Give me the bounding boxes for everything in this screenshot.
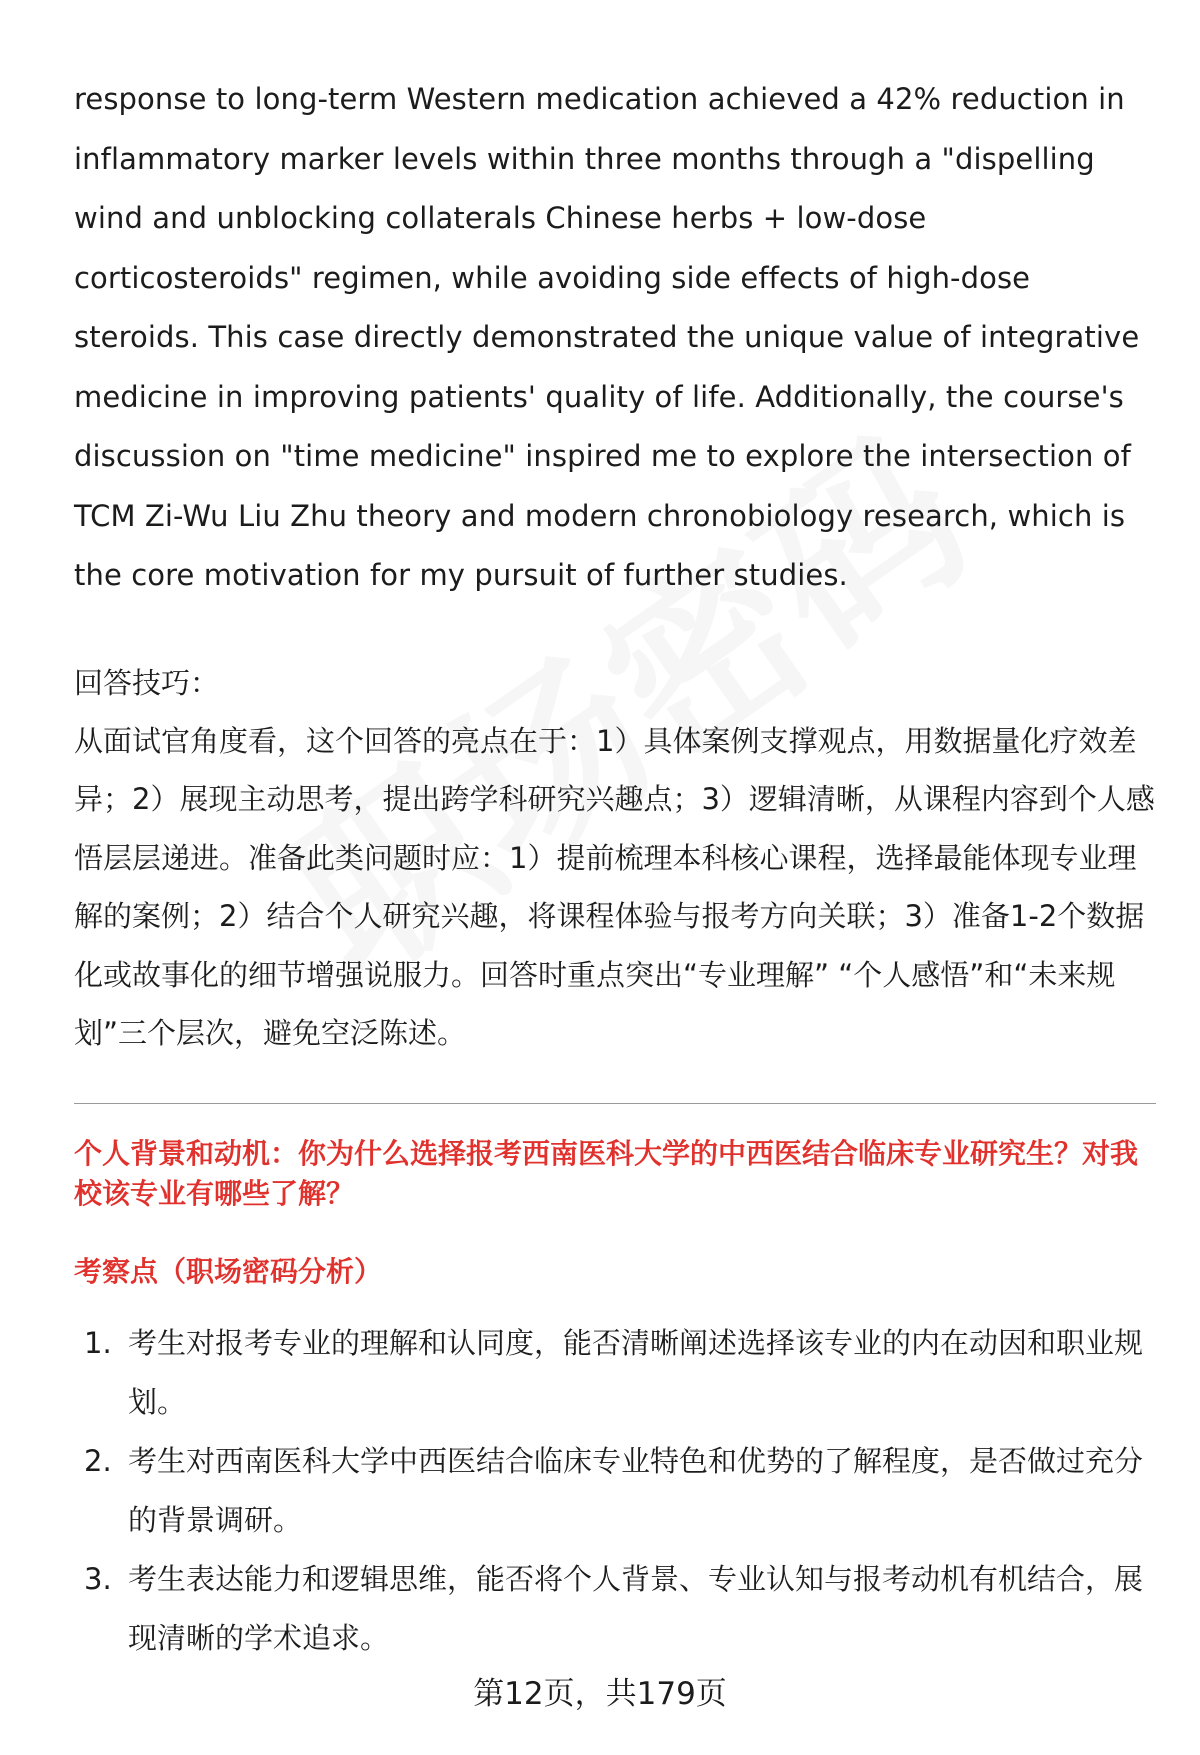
section-label: 考察点（职场密码分析）: [74, 1254, 383, 1288]
list-item: [74, 1550, 1156, 1668]
list-item-number: 2.: [84, 1443, 112, 1478]
assessment-points-list: [74, 1314, 1156, 1668]
list-item-text: 考生对报考专业的理解和认同度，能否清晰阐述选择该专业的内在动因和职业规划。: [128, 1325, 1144, 1419]
tips-body: 从面试官角度看，这个回答的亮点在于：1）具体案例支撑观点，用数据量化疗效差异；2）展现主动思考，提出跨学科研究兴趣点；3）逻辑清晰，从课程内容到个人感悟层层递进。准备此类问题时应：1）提前梳理本科核心课程，选择最能体现专业理解的案例；2）结合个人研究兴趣，将课程体验与报考方向关联；3）准备1-2个数据化或故事化的细节增强说服力。回答时重点突出“专业理解” “个人感悟”和“未来规划”三个层次，避免空泛陈述。: [74, 723, 1155, 1050]
list-item: [74, 1432, 1156, 1550]
section-divider: [74, 1103, 1156, 1104]
document-page: [74, 70, 1156, 1668]
list-item-text: 考生对西南医科大学中西医结合临床专业特色和优势的了解程度，是否做过充分的背景调研。: [128, 1443, 1144, 1537]
list-item: [74, 1314, 1156, 1432]
page-number-footer: 第12页，共179页: [473, 1676, 727, 1712]
question-title: 个人背景和动机：你为什么选择报考西南医科大学的中西医结合临床专业研究生？对我校该专业有哪些了解？: [74, 1136, 1139, 1210]
answer-paragraph: response to long-term Western medication achieved a 42% reduction in inflammatory marker levels within three months through a "dispelling wind and unblocking collaterals Chinese herbs + low-dose corticosteroids" regimen, while avoiding side effects of high-dose steroids. This case directly demonstrated the unique value of integrative medicine in improving patients' quality of life. Additionally, the course's discussion on "time medicine" inspired me to explore the intersection of TCM Zi-Wu Liu Zhu theory and modern chronobiology research, which is the core motivation for my pursuit of further studies.: [74, 82, 1140, 592]
list-item-number: 3.: [84, 1561, 112, 1596]
list-item-text: 考生表达能力和逻辑思维，能否将个人背景、专业认知与报考动机有机结合，展现清晰的学术追求。: [128, 1561, 1144, 1655]
list-item-number: 1.: [84, 1325, 112, 1360]
tips-heading: 回答技巧：: [74, 665, 220, 700]
